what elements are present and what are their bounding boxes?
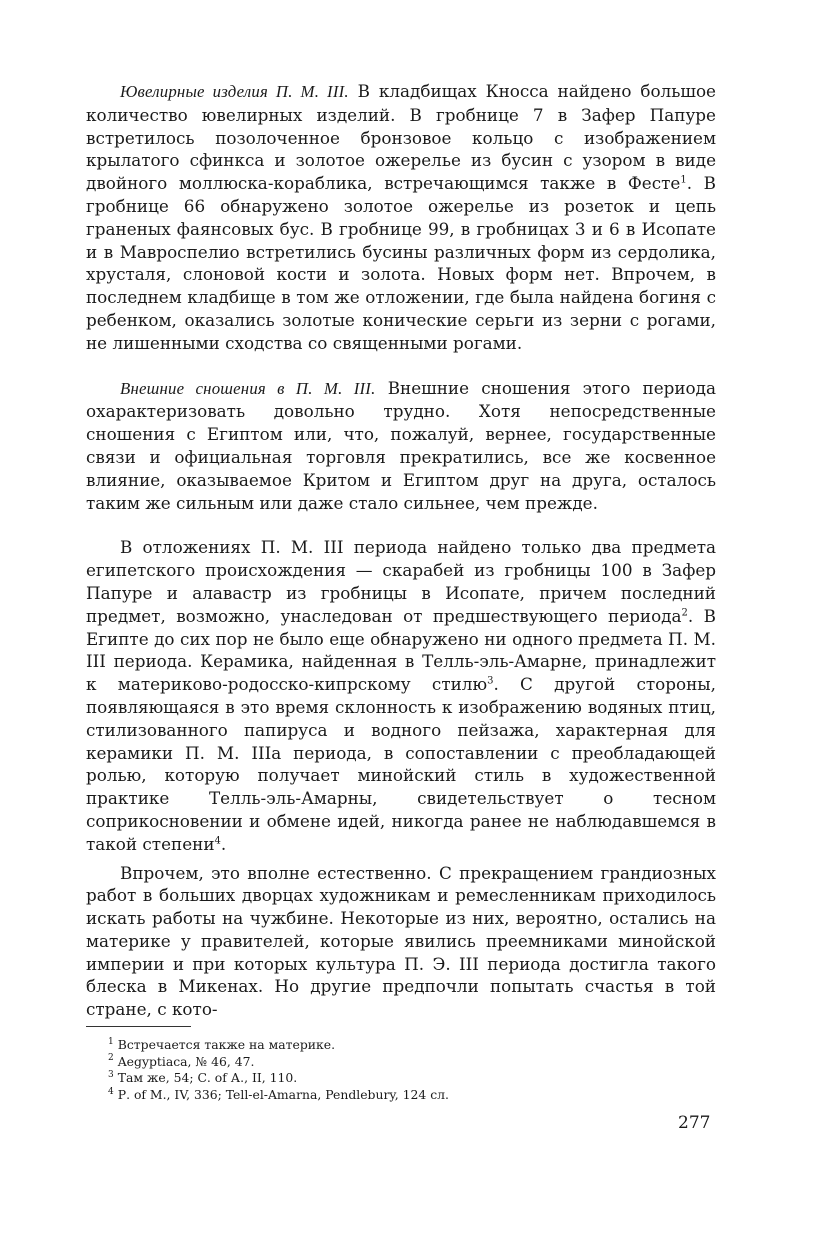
paragraph-craftsmen — [86, 862, 716, 1022]
paragraph-text: . С другой стороны, появляющаяся в это время склонность к изображению водяных птиц, стилизованного папируса и водного пейзажа, характерная для керамики П. М. IIIа периода, в сопоставлении с преобладающей ролью, которую получает минойский стиль в художественной практике Телль-эль-Амарны, свидетельствует о тесном соприкосновении и обмене идей, никогда ранее не наблюдавшемся в такой степени — [86, 674, 716, 854]
paragraph-text: Впрочем, это вполне естественно. С прекращением грандиозных работ в больших дворцах художникам и ремесленникам приходилось искать работы на чужбине. Некоторые из них, вероятно, остались на материке у правителей, которые явились преемниками минойской империи и при которых культура П. Э. III периода достигла такого блеска в Микенах. Но другие предпочли попытать счастья в той стране, с кото- — [86, 862, 716, 1020]
section-heading-jewelry: Ювелирные изделия П. М. III. — [120, 82, 349, 101]
footnote-text: Встречается также на материке. — [117, 1037, 336, 1052]
section-heading-external-relations: Внешние сношения в П. М. III. — [120, 378, 376, 398]
paragraph-text: . В Египте до сих пор не было еще обнаружено ни одного предмета П. М. III периода. Керамика, найденная в Телль-эль-Амарне, принадлежит к материково-родосско-кипрскому стилю — [86, 605, 716, 695]
paragraph-egypt-finds — [86, 536, 716, 855]
footnote-mark: 1 — [108, 1036, 114, 1047]
footnote-text: Там же, 54; С. of А., II, 110. — [117, 1070, 298, 1086]
footnote-divider — [86, 1026, 191, 1027]
footnote-ref[interactable]: 2 — [681, 607, 688, 619]
paragraph-text: В кладбищах Кносса найдено большое количество ювелирных изделий. В гробнице 7 в Зафер Папуре встретилось позолоченное бронзовое кольцо с изображением крылатого сфинкса и золотое ожерелье из бусин с узором в виде двойного моллюска-кораблика, встречающимся также в Фесте — [86, 81, 716, 194]
paragraph-text: В отложениях П. М. III периода найдено только два предмета египетского происхождения — скарабей из гробницы 100 в Зафер Папуре и алавастр из гробницы в Исопате, причем последний предмет, возможно, унаследован от предшествующего периода — [86, 537, 716, 626]
footnote-ref[interactable]: 1 — [680, 174, 687, 186]
paragraph-jewelry — [86, 80, 716, 355]
paragraph-text: Внешние сношения этого периода охарактеризовать довольно трудно. Хотя непосредственные сношения с Египтом или, что, пожалуй, вернее, государственные связи и официальная торговля прекратились, все же косвенное влияние, оказываемое Критом и Египтом друг на друга, осталось таким же сильным или даже стало сильнее, чем прежде. — [86, 377, 716, 513]
page-body — [86, 80, 716, 1021]
footnote-item — [108, 1070, 716, 1087]
footnote-mark: 3 — [108, 1070, 114, 1081]
footnote-mark: 2 — [108, 1053, 114, 1064]
footnote-ref[interactable]: 3 — [487, 675, 494, 687]
footnote-text: Р. of М., IV, 336; Tell-el-Amarna, Pendlebury, 124 сл. — [117, 1086, 449, 1102]
footnote-item — [108, 1054, 716, 1071]
paragraph-external-relations — [86, 377, 716, 515]
paragraph-text: . — [220, 833, 227, 854]
page-number: 277 — [678, 1113, 711, 1133]
paragraph-text: . В гробнице 66 обнаружено золотое ожерелье из розеток и цепь граненых фаянсовых бус. В гробнице 99, в гробницах 3 и 6 в Исопате и в Мавроспелио встретились бусины различных форм из сердолика, хрусталя, слоновой кости и золота. Новых форм нет. Впрочем, в последнем кладбище в том же отложении, где была найдена богиня с ребенком, оказались золотые конические серьги из зерни с рогами, не лишенными сходства со священными рогами. — [86, 173, 716, 353]
footnote-mark: 4 — [108, 1086, 114, 1097]
footnote-text: Aegyptiaca, № 46, 47. — [117, 1053, 255, 1069]
footnote-ref[interactable]: 4 — [214, 835, 221, 847]
footnotes — [86, 1026, 716, 1103]
footnote-item — [108, 1037, 716, 1054]
footnote-item — [108, 1087, 716, 1104]
